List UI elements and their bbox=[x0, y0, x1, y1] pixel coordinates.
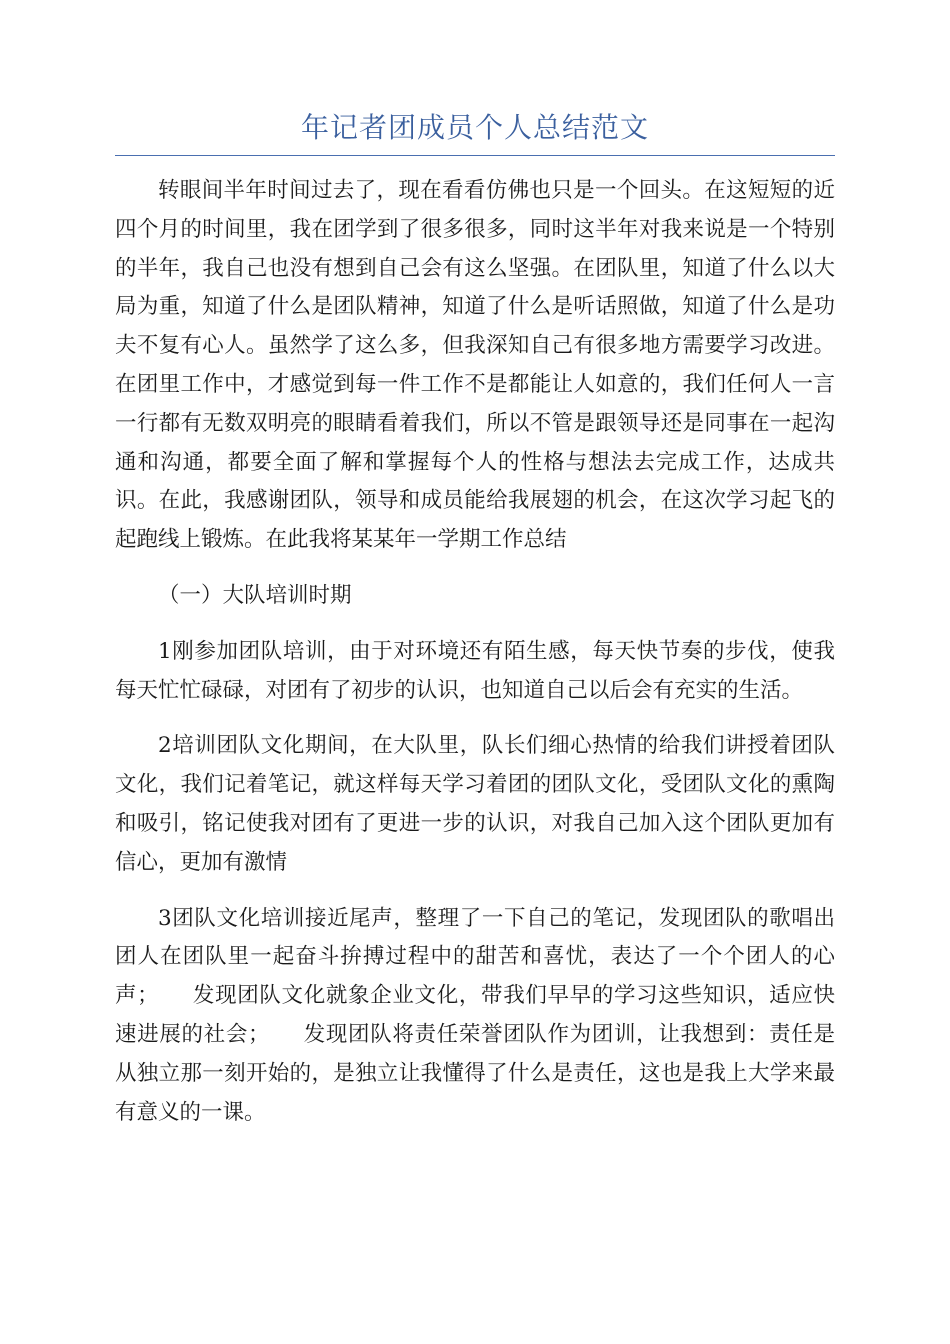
document-body bbox=[115, 172, 835, 1149]
body-paragraph-1: 1刚参加团队培训，由于对环境还有陌生感，每天快节奏的步伐，使我每天忙忙碌碌，对团有了初步的认识，也知道自己以后会有充实的生活。 bbox=[115, 638, 835, 703]
intro-paragraph: 转眼间半年时间过去了，现在看看仿佛也只是一个回头。在这短短的近四个月的时间里，我在团学到了很多很多，同时这半年对我来说是一个特别的半年，我自己也没有想到自己会有这么坚强。在团队里，知道了什么以大局为重，知道了什么是团队精神，知道了什么是听话照做，知道了什么是功夫不复有心人。虽然学了这么多，但我深知自己有很多地方需要学习改进。在团里工作中，才感觉到每一件工作不是都能让人如意的，我们任何人一言一行都有无数双明亮的眼睛看着我们，所以不管是跟领导还是同事在一起沟通和沟通，都要全面了解和掌握每个人的性格与想法去完成工作，达成共识。在此，我感谢团队，领导和成员能给我展翅的机会，在这次学习起飞的起跑线上锻炼。在此我将某某年一学期工作总结 bbox=[115, 178, 835, 553]
page-title: 年记者团成员个人总结范文 bbox=[300, 111, 649, 144]
body-paragraph-2: 2培训团队文化期间，在大队里，队长们细心热情的给我们讲授着团队文化，我们记着笔记，就这样每天学习着团的团队文化，受团队文化的熏陶和吸引，铭记使我对团有了更进一步的认识，对我自己加入这个团队更加有信心，更加有激情 bbox=[115, 733, 835, 875]
body-paragraph-3: 3团队文化培训接近尾声，整理了一下自己的笔记，发现团队的歌唱出团人在团队里一起奋斗拚搏过程中的甜苦和喜忧，表达了一个个团人的心声； 发现团队文化就象企业文化，带我们早早的学习这些知识，适应快速进展的社会； 发现团队将责任荣誉团队作为团训，让我想到：责任是从独立那一刻开始的，是独立让我懂得了什么是责任，这也是我上大学来最有意义的一课。 bbox=[115, 905, 835, 1125]
section-heading: （一）大队培训时期 bbox=[158, 582, 352, 608]
title-divider bbox=[115, 155, 835, 156]
